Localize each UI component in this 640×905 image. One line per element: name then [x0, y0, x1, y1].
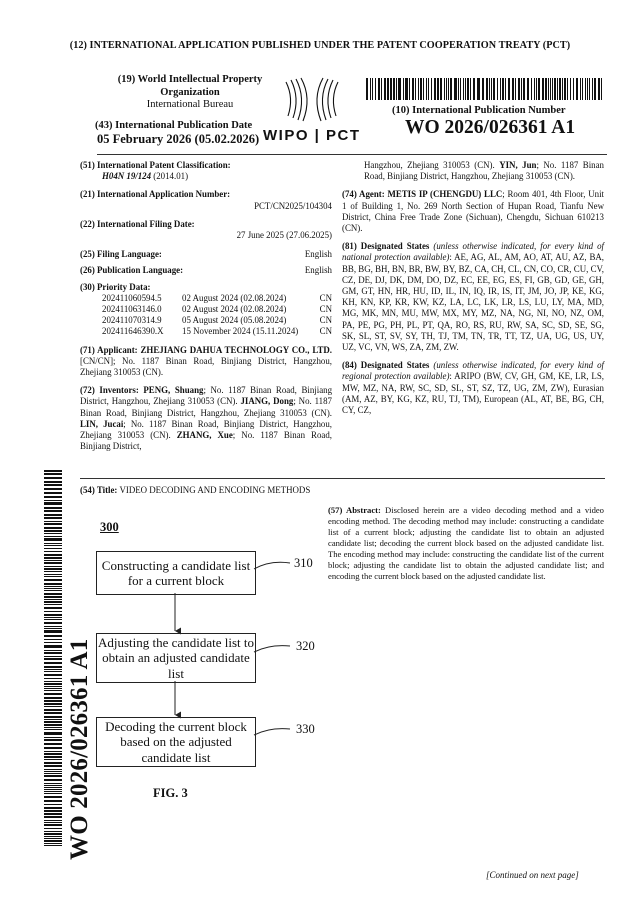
barcode-bar [44, 536, 62, 537]
barcode-bar [44, 831, 62, 832]
regional-states-label: (84) Designated States [342, 360, 430, 371]
barcode-bar [44, 771, 62, 772]
org-name-line1: (19) World Intellectual Property [117, 74, 263, 85]
barcode-bar [44, 470, 62, 472]
barcode-bar [44, 769, 62, 770]
barcode-bar [44, 836, 62, 837]
barcode-bar [44, 727, 62, 728]
barcode-bar [44, 557, 62, 559]
figure-ref: 300 [100, 520, 119, 534]
abstract-label: (57) Abstract: [328, 505, 381, 515]
barcode-bar [44, 732, 62, 735]
barcode-bar [44, 642, 62, 643]
barcode-bar [44, 807, 62, 809]
barcode-bar [44, 671, 62, 672]
inventor-address: ; No. 1187 Binan Road, Binjiang District, Hangzhou, Zhejiang 310053 (CN). [80, 385, 333, 407]
barcode-bar [44, 697, 62, 699]
classification-label: (51) International Patent Classification: [80, 160, 231, 170]
step-number: 310 [294, 556, 313, 570]
barcode-bar [44, 816, 62, 818]
barcode-bar [44, 650, 62, 651]
barcode-bar [44, 669, 62, 670]
barcode-bar [44, 810, 62, 812]
barcode-bar [44, 652, 62, 654]
inventor-name: ZHANG, Xue [176, 430, 233, 441]
agent-label: (74) Agent: [342, 189, 385, 200]
barcode-bar [44, 484, 62, 486]
barcode-bar [44, 783, 62, 784]
agent-address: ; Room 401, 4th Floor, Unit 1 of Building 1, No. 269 North Section of Hupan Road, Tianfu New District, China Free Trade Zone (Sichuan), Chengdu, Sichuan 610213 (CN). [342, 189, 605, 234]
barcode-bar [44, 683, 62, 685]
barcode-bar [44, 611, 62, 612]
barcode-bar [44, 496, 62, 498]
barcode-bar [44, 828, 62, 829]
barcode-bar [44, 517, 62, 519]
barcode-bar [44, 590, 62, 591]
barcode-bar [44, 533, 62, 534]
barcode-bar [44, 678, 62, 679]
continued-note: [Continued on next page] [486, 870, 579, 880]
barcode-bar [44, 709, 62, 711]
applicant-address: [CN/CN]; No. 1187 Binan Road, Binjiang District, Hangzhou, Zhejiang 310053 (CN). [80, 355, 332, 378]
pub-number: WO 2026/026361 A1 [405, 117, 576, 138]
barcode-bar [44, 579, 62, 581]
barcode-bar [44, 779, 62, 781]
barcode-bar [44, 721, 62, 723]
leader-line [254, 562, 290, 569]
priority-number: 202411063146.0 [102, 304, 162, 315]
barcode-bar [44, 838, 62, 839]
flow-step-box: Constructing a candidate list for a current block [96, 551, 256, 595]
flow-step-box: Adjusting the candidate list to obtain an adjusted candidate list [96, 633, 256, 683]
barcode-bar [44, 822, 62, 823]
barcode-bar [44, 688, 62, 689]
barcode-bar [44, 791, 62, 792]
barcode-bar [44, 690, 62, 691]
side-barcode [44, 470, 62, 850]
barcode-bar [44, 674, 62, 676]
priority-date: 02 August 2024 (02.08.2024) [182, 304, 287, 315]
leader-line [254, 729, 290, 735]
barcode-bar [44, 635, 62, 637]
treaty-line: (12) INTERNATIONAL APPLICATION PUBLISHED UNDER THE PATENT COOPERATION TREATY (PCT) [69, 40, 571, 51]
barcode-bar [44, 751, 62, 752]
pub-date: 05 February 2026 (05.02.2026) [97, 132, 260, 146]
barcode-bar [44, 703, 62, 705]
barcode-bar [44, 765, 62, 767]
barcode-bar [44, 527, 62, 529]
barcode-bar [44, 656, 62, 657]
filing-date: 27 June 2025 (27.06.2025) [236, 230, 332, 241]
barcode-bar [44, 502, 62, 505]
priority-date: 15 November 2024 (15.11.2024) [182, 326, 299, 337]
barcode-bar [44, 488, 62, 490]
filing-language: English [304, 249, 332, 260]
applicant-label: (71) Applicant: [80, 344, 138, 355]
org-name-line2: Organization [160, 86, 220, 98]
flow-step-box: Decoding the current block based on the adjusted candidate list [96, 717, 256, 767]
barcode-bar [44, 737, 62, 738]
barcode-bar [44, 739, 62, 741]
barcode-bar [44, 759, 62, 760]
filing-date-label: (22) International Filing Date: [80, 218, 195, 229]
barcode-bar [44, 804, 62, 805]
inventor-name: LIN, Jucai [80, 418, 124, 429]
barcode-bar [44, 507, 62, 509]
figure-caption: FIG. 3 [153, 786, 188, 800]
priority-country: CN [319, 315, 332, 326]
step-number: 330 [296, 722, 315, 736]
step-number: 320 [296, 639, 315, 653]
barcode-bar [44, 787, 62, 788]
barcode-bar [44, 630, 62, 633]
barcode-bar [44, 813, 62, 815]
barcode-bar [44, 514, 62, 516]
barcode-bar [44, 477, 62, 479]
barcode-bar [44, 530, 62, 532]
barcode-bar [44, 554, 62, 556]
barcode-bar [44, 743, 62, 745]
priority-data-label: (30) Priority Data: [80, 281, 151, 292]
barcode-bar [44, 568, 62, 570]
barcode-bar [44, 583, 62, 585]
barcode-bar [44, 576, 62, 577]
barcode-bar [44, 639, 62, 640]
barcode-bar [44, 724, 62, 726]
barcode-bar [44, 840, 62, 842]
barcode-bar [44, 666, 62, 668]
barcode-bar [44, 658, 62, 660]
barcode-bar [44, 700, 62, 702]
inventor-name: PENG, Shuang [143, 385, 204, 396]
barcode-bar [44, 719, 62, 720]
barcode-bar [44, 773, 62, 774]
barcode-bar [44, 626, 62, 627]
inventor-name: JIANG, Dong [240, 396, 294, 407]
barcode-bar [44, 607, 62, 609]
barcode-bar [44, 693, 62, 695]
barcode-bar [44, 548, 62, 549]
barcode-bar [44, 614, 62, 616]
title-text: VIDEO DECODING AND ENCODING METHODS [119, 485, 311, 495]
pub-number-label: (10) International Publication Number [392, 105, 566, 116]
inventor-address: ; No. 1187 Binan Road, Binjiang District, Hangzhou, Zhejiang 310053 (CN). [364, 160, 604, 182]
barcode-bar [44, 593, 62, 595]
leader-line [254, 646, 290, 652]
priority-date: 05 August 2024 (05.08.2024) [182, 315, 287, 326]
barcode-bar [44, 545, 62, 546]
regional-states-list: : ARIPO (BW, CV, GH, GM, KE, LR, LS, MW, MZ, NA, RW, SC, SD, SL, ST, SZ, TZ, UG, ZM, ZW), Eurasian (AM, AZ, BY, KG, KZ, RU, TJ, TM), European (AL, AT, BE, BG, CH, CY, CZ, [342, 371, 604, 416]
publication-language-label: (26) Publication Language: [80, 265, 184, 276]
barcode-bar [44, 785, 62, 786]
title-label: (54) Title: [80, 485, 118, 495]
classification-code: H04N 19/124 [102, 171, 152, 182]
barcode-bar [44, 543, 62, 544]
barcode-bar [44, 562, 62, 564]
barcode-bar [44, 481, 62, 483]
barcode-bar [44, 586, 62, 587]
barcode-bar [44, 521, 62, 522]
barcode-bar [44, 601, 62, 603]
filing-language-label: (25) Filing Language: [80, 249, 162, 260]
barcode-bar [44, 793, 62, 794]
wipo-logo-text: WIPO | PCT [263, 127, 361, 144]
priority-country: CN [319, 292, 332, 303]
national-states-note: (unless otherwise indicated, for every kind of national protection available) [342, 241, 605, 263]
vertical-pub-number: WO 2026/026361 A1 [66, 638, 93, 860]
barcode-bar [44, 686, 62, 687]
barcode-bar [44, 574, 62, 575]
barcode-bar [44, 775, 62, 777]
priority-number: 202411060594.5 [102, 292, 162, 303]
barcode-bar [44, 500, 62, 501]
barcode-bar [44, 551, 62, 552]
inventor-address: Hangzhou, Zhejiang 310053 (CN). [364, 160, 495, 170]
inventors-label: (72) Inventors: [80, 385, 139, 396]
publication-language: English [304, 265, 332, 276]
barcode-bar [44, 706, 62, 707]
barcode-bar [44, 622, 62, 624]
applicant-name: ZHEJIANG DAHUA TECHNOLOGY CO., LTD. [140, 344, 332, 355]
barcode-bar [44, 599, 62, 600]
barcode-bar [44, 510, 62, 512]
barcode-bar [44, 729, 62, 730]
barcode-bar [44, 843, 62, 844]
barcode-bar [44, 588, 62, 589]
barcode-bar [44, 566, 62, 567]
barcode-bar [44, 716, 62, 718]
barcode-bar [44, 523, 62, 525]
barcode-bar [44, 538, 62, 541]
barcode-bar [44, 796, 62, 798]
inventor-name: YIN, Jun [499, 160, 537, 170]
barcode-bar [44, 789, 62, 790]
application-number: PCT/CN2025/104304 [254, 200, 332, 211]
barcode-bar [44, 571, 62, 572]
agent-name: METIS IP (CHENGDU) LLC [387, 189, 503, 200]
pub-date-label: (43) International Publication Date [95, 120, 253, 131]
classification-year: (2014.01) [153, 171, 189, 182]
national-states-list: : AE, AG, AL, AM, AO, AT, AU, AZ, BA, BB, BG, BH, BN, BR, BW, BY, BZ, CA, CH, CL, CN, CO, CR, CU, CV, CZ, DE, DJ, DK, DM, DO, DZ, EC, EE, EG, ES, FI, GB, GD, GE, GH, GM, GT, HN, HR, HU, ID, IL, IN, IQ, IR, IS, IT, JM, JO, JP, KE, KG, KH, KN, KP, KR, KW, KZ, LA, LC, LK, LR, LS, LU, LY, MA, MD, MG, MK, MN, MU, MW, MX, MY, MZ, NA, NG, NI, NO, NZ, OM, PA, PE, PG, PH, PL, PT, QA, RO, RS, RU, RW, SA, SC, SD, SE, SG, SK, SL, ST, SV, SY, TH, TJ, TM, TN, TR, TT, TZ, UA, UG, US, UY, UZ, VC, VN, WS, ZA, ZM, ZW. [342, 252, 604, 353]
priority-number: 202411646390.X [102, 326, 164, 337]
barcode-bar [44, 645, 62, 648]
barcode-bar [44, 800, 62, 802]
barcode-bar [44, 747, 62, 749]
regional-states-note: (unless otherwise indicated, for every kind of regional protection available) [342, 360, 605, 382]
barcode-bar [44, 762, 62, 764]
barcode-bar [44, 619, 62, 620]
barcode-bar [44, 712, 62, 714]
priority-number: 202411070314.9 [102, 315, 162, 326]
barcode-bar [44, 662, 62, 664]
barcode-bar [44, 604, 62, 605]
priority-country: CN [319, 304, 332, 315]
barcode-bar [44, 560, 62, 561]
priority-date: 02 August 2024 (02.08.2024) [182, 292, 287, 303]
barcode-bar [44, 833, 62, 835]
priority-country: CN [319, 326, 332, 337]
barcode-bar [44, 845, 62, 846]
barcode-bar [44, 596, 62, 598]
abstract-text: Disclosed herein are a video decoding method and a video encoding method. The decoding method may include: constructing a candidate list of a current block; adjusting the candidate list to obtain an adjusted candidate list; decoding the current block based on the adjusted candidate list. The encoding method may include: constructing the candidate list of the current block; adjusting the candidate list to obtain the adjusted candidate list; and encoding the current block based on the adjusted candidate list. [328, 505, 604, 581]
barcode-bar [44, 824, 62, 826]
barcode-bar [44, 617, 62, 618]
barcode-bar [44, 473, 62, 475]
barcode-bar [44, 756, 62, 758]
inventor-address: ; No. 1187 Binan Road, Binjiang District, [80, 430, 332, 452]
inventor-address: ; No. 1187 Binan Road, Binjiang District, Hangzhou, Zhejiang 310053 (CN). [80, 418, 332, 441]
barcode-bar [44, 681, 62, 682]
national-states-label: (81) Designated States [342, 241, 430, 252]
barcode-bar [44, 753, 62, 755]
application-number-label: (21) International Application Number: [80, 189, 231, 200]
barcode-bar [44, 820, 62, 821]
barcode-bar [44, 492, 62, 494]
bureau: International Bureau [146, 99, 234, 110]
inventor-address: ; No. 1187 Binan Road, Binjiang District, Hangzhou, Zhejiang 310053 (CN). [80, 396, 332, 418]
barcode-bar [44, 628, 62, 629]
